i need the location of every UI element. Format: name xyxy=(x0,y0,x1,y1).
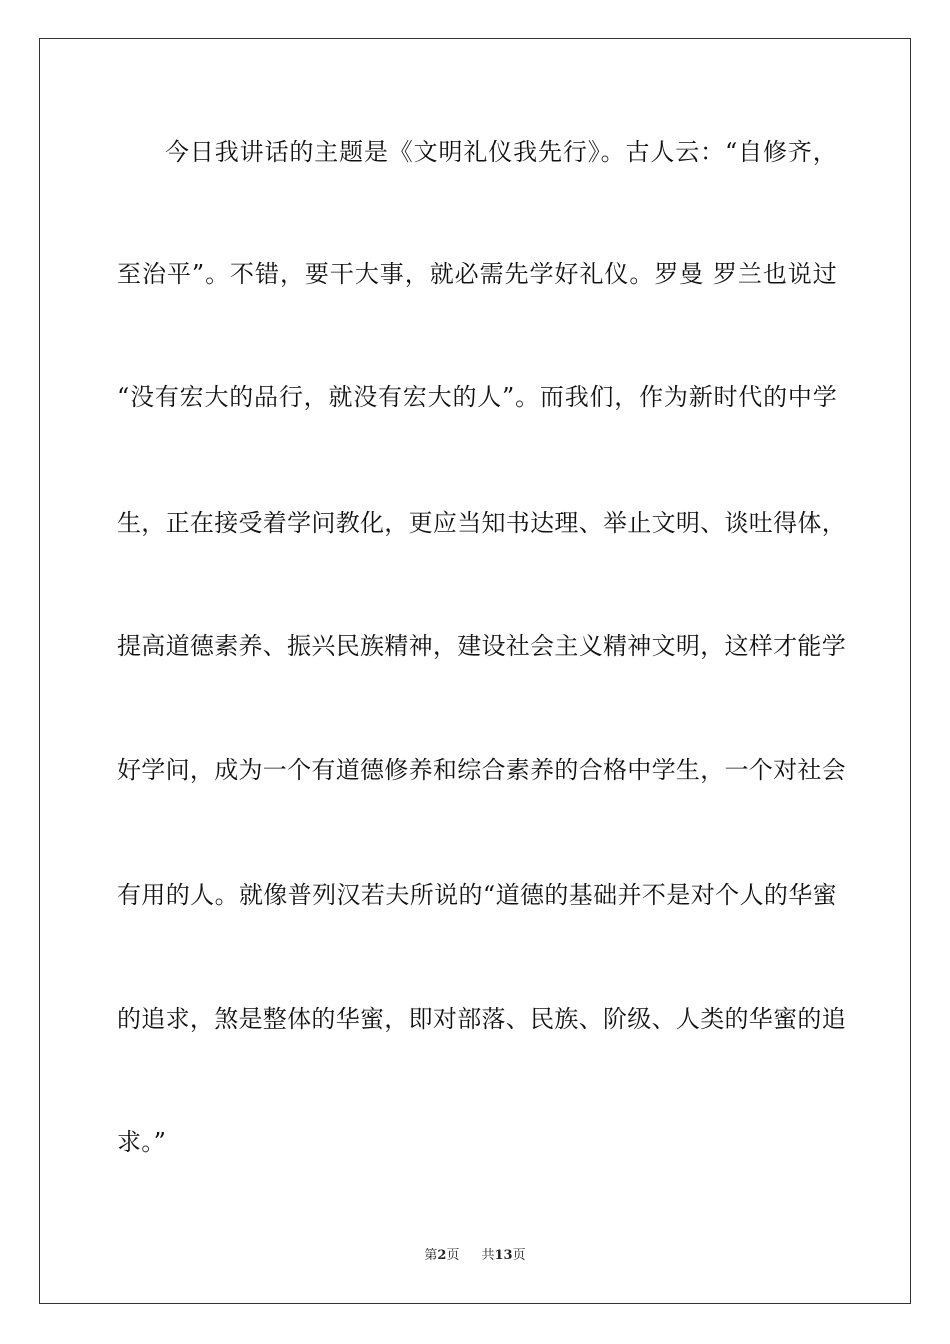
paragraph-line-1: 今日我讲话的主题是《文明礼仪我先行》。古人云：“自修齐， xyxy=(165,138,837,166)
paragraph-line-4: 生，正在接受着学问教化，更应当知书达理、举止文明、谈吐得体， xyxy=(117,509,846,537)
paragraph-line-2: 至治平”。不错，要干大事，就必需先学好礼仪。罗曼 罗兰也说过 xyxy=(117,260,837,288)
footer-total-prefix: 共 xyxy=(481,1248,495,1263)
paragraph-line-3: “没有宏大的品行，就没有宏大的人”。而我们，作为新时代的中学 xyxy=(117,383,837,411)
paragraph-line-9: 求。” xyxy=(117,1128,167,1156)
paragraph-line-6: 好学问，成为一个有道德修养和综合素养的合格中学生，一个对社会 xyxy=(117,756,846,784)
footer-page-suffix: 页 xyxy=(446,1248,460,1263)
footer-page-number: 2 xyxy=(437,1248,447,1263)
page-border xyxy=(39,38,911,1304)
footer-total-pages: 13 xyxy=(494,1248,513,1263)
footer-page-prefix: 第 xyxy=(424,1248,438,1263)
footer-total-suffix: 页 xyxy=(512,1248,526,1263)
paragraph-line-8: 的追求，煞是整体的华蜜，即对部落、民族、阶级、人类的华蜜的追 xyxy=(117,1005,846,1033)
paragraph-line-5: 提高道德素养、振兴民族精神，建设社会主义精神文明，这样才能学 xyxy=(117,632,846,660)
page-footer xyxy=(0,1247,950,1265)
paragraph-line-7: 有用的人。就像普列汉若夫所说的“道德的基础并不是对个人的华蜜 xyxy=(117,881,837,909)
